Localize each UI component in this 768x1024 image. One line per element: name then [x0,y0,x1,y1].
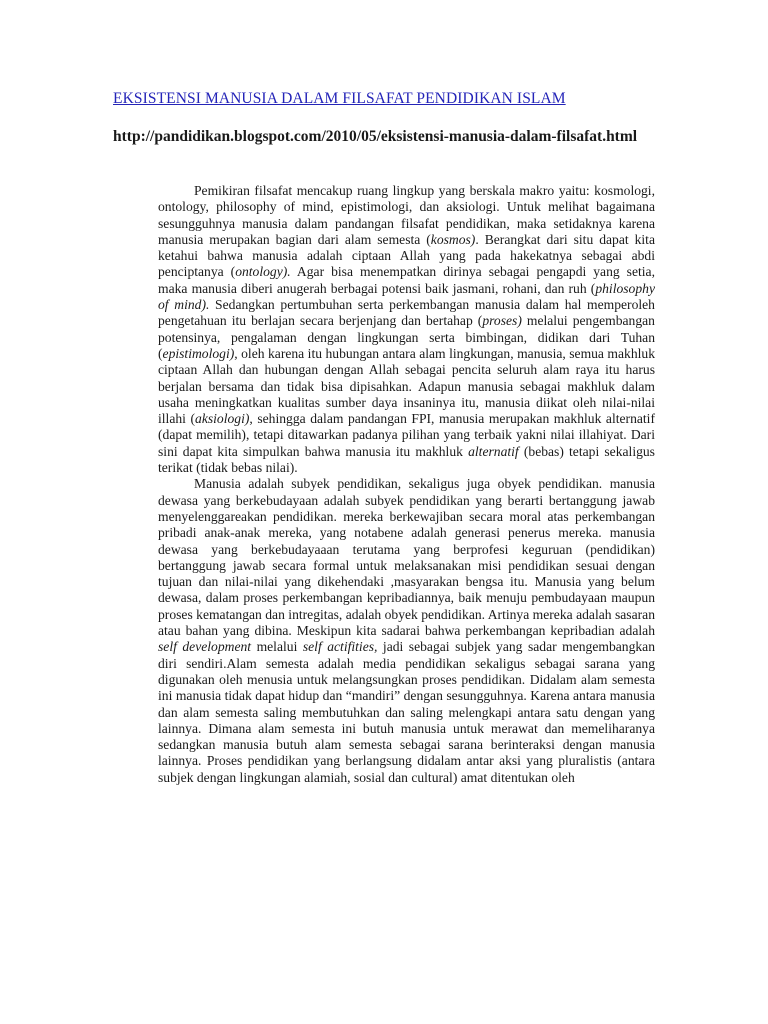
text-run: melalui [251,639,303,655]
text-run: Manusia adalah subyek pendidikan, sekaligus juga obyek pendidikan. manusia dewasa yang berkebudayaan adalah subyek pendidikan yang berarti bertanggung jawab menyelenggareakan pendidikan. mereka berkewajiban secara moral atas perkembangan pribadi anak-anak mereka, yang notabene adalah generasi penerus mereka. manusia dewasa yang berkebudayaaan terutama yang berprofesi keguruan (pendidikan) bertanggung jawab secara formal untuk melaksanakan misi pendidikan sesuai dengan tujuan dan nilai-nilai yang dikehendaki ,masyarakan bengsa itu. Manusia yang belum dewasa, dalam proses perkembangan kepribadiannya, baik menuju pembudayaan maupun proses kematangan dan intregitas, adalah obyek pendidikan. Artinya mereka adalah sasaran atau bahan yang dibina. Meskipun kita sadarai bahwa perkembangan kepribadian adalah [158,476,655,639]
italic-term: kosmos) [430,231,476,247]
document-body [158,183,655,786]
italic-term: self actifities, [302,639,378,655]
text-run: Pemikiran filsafat mencakup ruang lingkup yang berskala makro yaitu: kosmologi, ontology, philosophy of mind, epistimologi, dan aksiologi. Untuk melihat bagaimana sesungguhnya manusia dalam pandangan filsafat pendidikan, maka setidaknya karena manusia merupakan bagian dari alam semesta ( [158,183,655,247]
body-paragraph [158,183,655,476]
document-title: EKSISTENSI MANUSIA DALAM FILSAFAT PENDIDIKAN ISLAM [113,90,566,107]
text-run: , sehingga dalam pandangan FPI, manusia merupakan makhluk alternatif (dapat memilih), tetapi ditawarkan padanya pilihan yang terbaik yakni nilai illahiyat. Dari sini dapat kita simpulkan bahwa manusia itu makhluk [158,411,655,459]
italic-term: proses) [482,313,522,329]
text-run: jadi sebagai subjek yang sadar mengembangkan diri sendiri.Alam semesta adalah media pendidikan sekaligus sebagai sarana yang digunakan oleh menusia untuk melangsungkan proses pendidikan. Didalam alam semesta ini manusia tidak dapat hidup dan “mandiri” dengan sesungguhnya. Karena antara manusia dan alam semesta saling membutuhkan dan saling melengkapi antara satu dengan yang lainnya. Dimana alam semesta ini butuh manusia untuk merawat dan memeliharanya sedangkan manusia butuh alam semesta sebagai sarana berinteraksi dengan manusia lainnya. Proses pendidikan yang berlangsung didalam antar aksi yang pluralistis (antara subjek dengan lingkungan alamiah, sosial dan cultural) amat ditentukan oleh [158,639,656,785]
italic-term: aksiologi) [195,411,250,427]
body-paragraph [158,476,655,786]
text-run: melalui pengembangan potensinya, pengalaman dengan lingkungan serta bimbingan, didikan dari Tuhan ( [158,313,655,361]
text-run: , oleh karena itu hubungan antara alam lingkungan, manusia, semua makhluk ciptaan Allah dan hubungan dengan Allah sebagai pencita seluruh alam raya itu harus berjalan bersama dan tidak bisa dipisahkan. Adapun manusia sebagai makhluk dalam usaha meningkatkan kualitas sumber daya insaninya itu, manusia diikat oleh nilai-nilai illahi ( [158,345,655,427]
text-run: Agar bisa menempatkan dirinya sebagai pengapdi yang setia, maka manusia diberi anugerah berbagai potensi baik jasmani, rohani, dan ruh ( [158,264,655,296]
italic-term: ontology). [235,264,291,280]
text-run: . Berangkat dari situ dapat kita ketahui bahwa manusia adalah ciptaan Allah yang pada hakekatnya sebagai abdi penciptanya ( [158,231,655,280]
text-run: Sedangkan pertumbuhan serta perkembangan manusia dalam hal memperoleh pengetahuan itu berlajan secara berjenjang dan bertahap ( [158,297,655,329]
text-run: (bebas) tetapi sekaligus terikat (tidak bebas nilai). [158,443,655,476]
italic-term: philosophy of mind). [158,280,655,313]
source-url: http://pandidikan.blogspot.com/2010/05/eksistensi-manusia-dalam-filsafat.html [113,128,638,145]
italic-term: alternatif [468,443,519,459]
italic-term: self development [158,639,252,655]
italic-term: epistimologi) [162,345,235,361]
